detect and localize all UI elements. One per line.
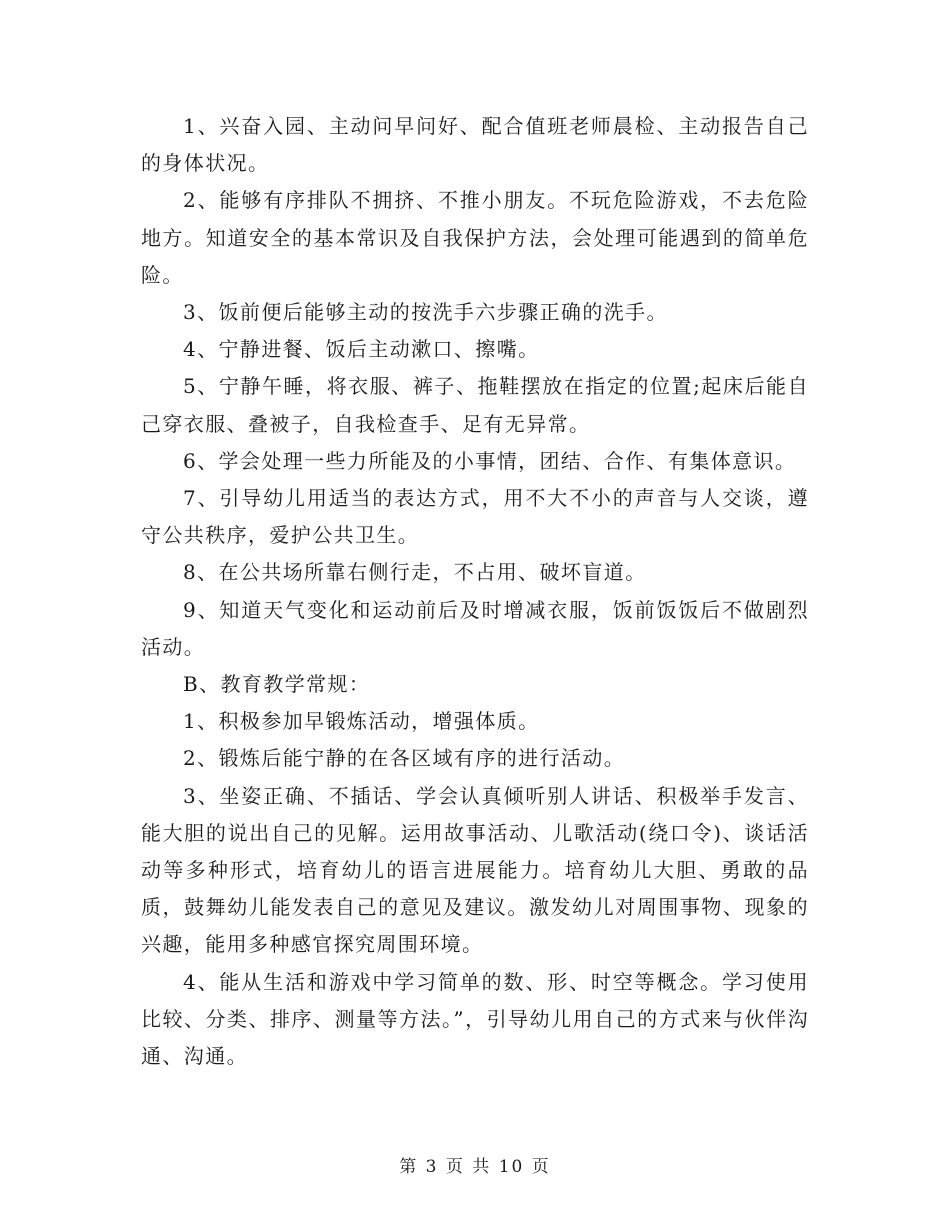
- paragraph: 3、饭前便后能够主动的按洗手六步骤正确的洗手。: [183, 300, 668, 325]
- paragraph: 3、坐姿正确、不插话、学会认真倾听别人讲话、积极举手发言、能大胆的说出自己的见解。运用故事活动、儿歌活动(绕口令)、谈话活动等多种形式，培育幼儿的语言进展能力。培育幼儿大胆、勇敢的品质，鼓舞幼儿能发表自己的意见及建议。激发幼儿对周围事物、现象的兴趣，能用多种感官探究周围环境。: [141, 783, 809, 957]
- paragraph: 4、能从生活和游戏中学习简单的数、形、时空等概念。学习使用比较、分类、排序、测量等方法。”，引导幼儿用自己的方式来与伙伴沟通、沟通。: [141, 969, 809, 1069]
- paragraph: 1、积极参加早锻炼活动，增强体质。: [183, 709, 540, 734]
- paragraph: 7、引导幼儿用适当的表达方式，用不大不小的声音与人交谈，遵守公共秩序，爱护公共卫生。: [141, 486, 809, 548]
- paragraph: 4、宁静进餐、饭后主动漱口、擦嘴。: [183, 337, 540, 362]
- paragraph: 1、兴奋入园、主动问早问好、配合值班老师晨检、主动报告自己的身体状况。: [141, 114, 809, 176]
- paragraph: 2、锻炼后能宁静的在各区域有序的进行活动。: [183, 746, 626, 771]
- paragraph: 8、在公共场所靠右侧行走，不占用、破坏盲道。: [183, 560, 647, 585]
- document-body: [141, 108, 809, 1075]
- paragraph: 9、知道天气变化和运动前后及时增减衣服，饭前饭饭后不做剧烈活动。: [141, 597, 809, 659]
- paragraph: 2、能够有序排队不拥挤、不推小朋友。不玩危险游戏，不去危险地方。知道安全的基本常识及自我保护方法，会处理可能遇到的简单危险。: [141, 188, 809, 287]
- paragraph: 6、学会处理一些力所能及的小事情，团结、合作、有集体意识。: [183, 448, 797, 473]
- section-heading: B、教育教学常规：: [183, 672, 371, 697]
- paragraph: 5、宁静午睡，将衣服、裤子、拖鞋摆放在指定的位置;起床后能自己穿衣服、叠被子，自我检查手、足有无异常。: [141, 374, 809, 436]
- page-number-footer: 第 3 页 共 10 页: [399, 1157, 551, 1177]
